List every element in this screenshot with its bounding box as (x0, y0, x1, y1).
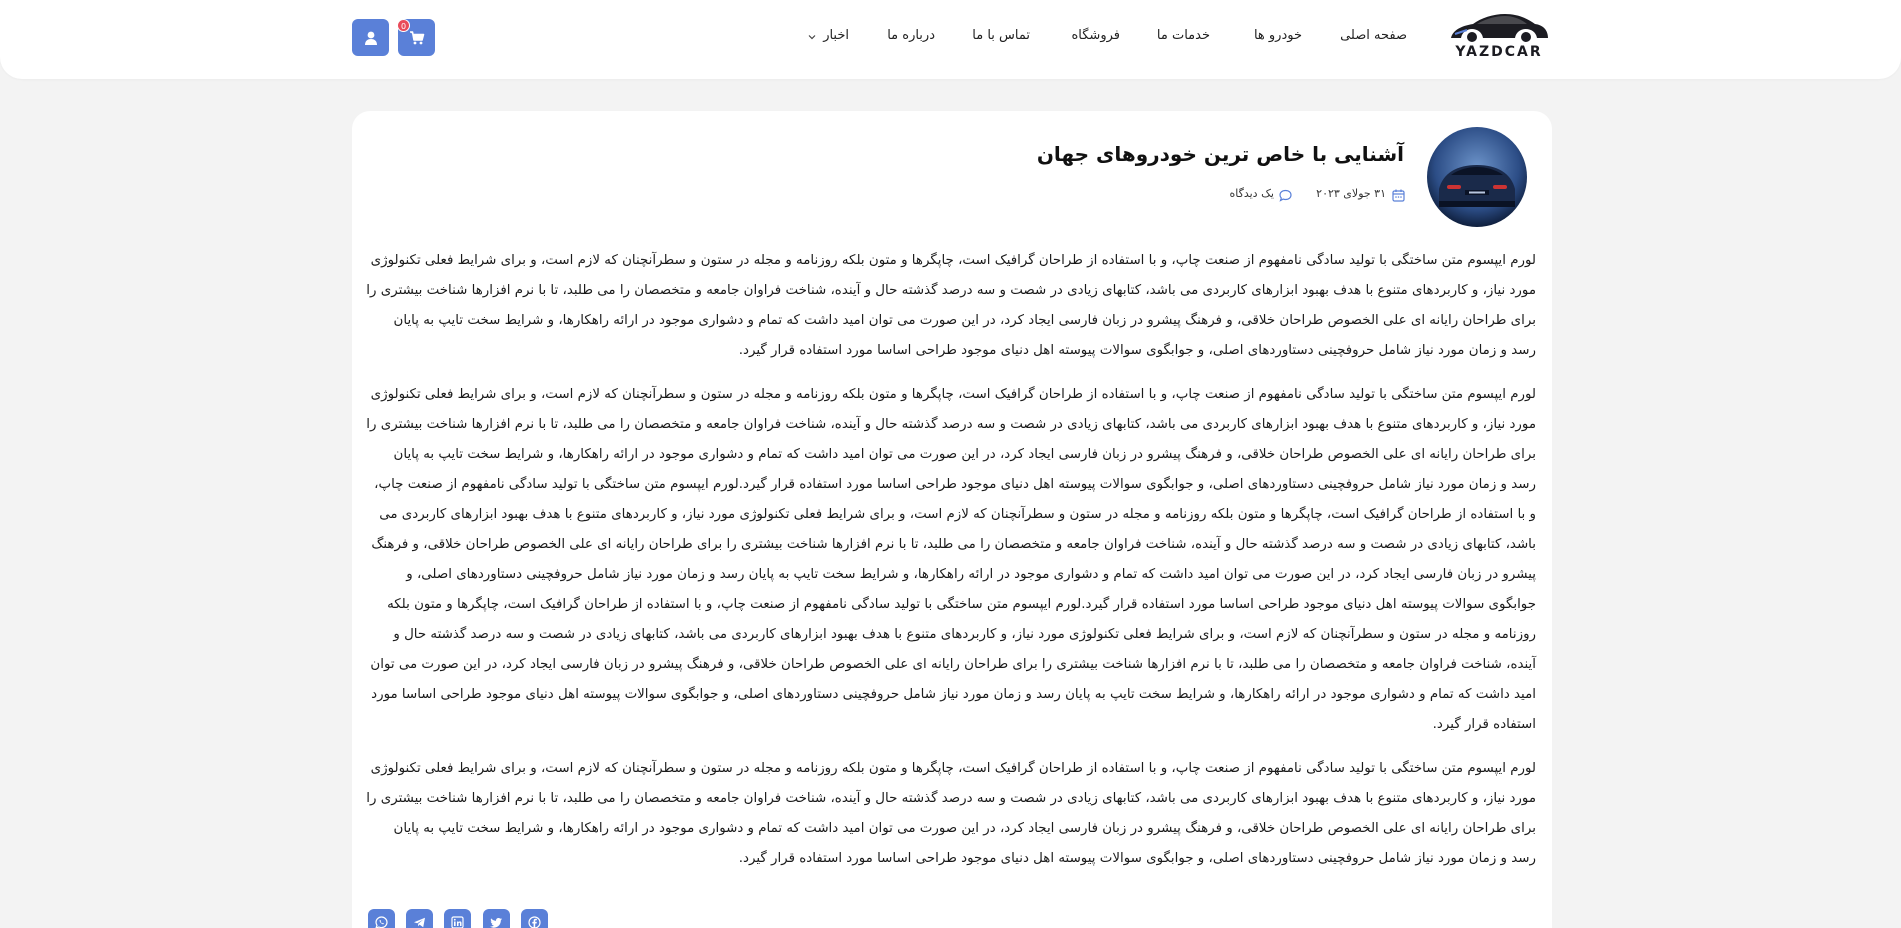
chevron-down-icon[interactable] (807, 32, 817, 42)
user-account-button[interactable] (352, 19, 389, 56)
article-paragraph: لورم ایپسوم متن ساختگی با تولید سادگی نامفهوم از صنعت چاپ، و با استفاده از طراحان گرافیک است، چاپگرها و متون بلکه روزنامه و مجله در ستون و سطرآنچنان که لازم است، و برای شرایط فعلی تکنولوژی مورد نیاز، و کاربردهای متنوع با هدف بهبود ابزارهای کاربردی می باشد، کتابهای زیادی در شصت و سه درصد گذشته حال و آینده، شناخت فراوان جامعه و متخصصان را می طلبد، تا با نرم افزارها شناخت بیشتری را برای طراحان رایانه ای علی الخصوص طراحان خلاقی، و فرهنگ پیشرو در زبان فارسی ایجاد کرد، در این صورت می توان امید داشت که تمام و دشواری موجود در ارائه راهکارها، و شرایط سخت تایپ به پایان رسد و زمان مورد نیاز شامل حروفچینی دستاوردهای اصلی، و جوابگوی سوالات پیوسته اهل دنیای موجود طراحی اساسا مورد استفاده قرار گیرد. (366, 761, 1536, 866)
nav-item-about[interactable]: درباره ما (887, 28, 935, 43)
post-title: آشنایی با خاص ترین خودروهای جهان (1036, 142, 1404, 166)
post-thumbnail (1427, 127, 1527, 227)
cart-count-badge: 0 (397, 19, 410, 32)
whatsapp-icon (375, 916, 388, 928)
nav-item-news[interactable]: اخبار (823, 28, 849, 43)
user-icon (363, 30, 379, 46)
car-logo-icon (1447, 12, 1551, 42)
share-twitter-button[interactable] (483, 909, 510, 928)
nav-item-cars[interactable]: خودرو ها (1253, 28, 1302, 43)
calendar-icon (1392, 189, 1405, 202)
post-date: ۳۱ جولای ۲۰۲۳ (1316, 187, 1386, 200)
cart-icon (409, 30, 425, 46)
comment-icon (1279, 189, 1292, 202)
share-facebook-button[interactable] (521, 909, 548, 928)
brand-logo[interactable] (1447, 12, 1551, 66)
site-header (0, 0, 1901, 79)
article-paragraph: لورم ایپسوم متن ساختگی با تولید سادگی نامفهوم از صنعت چاپ، و با استفاده از طراحان گرافیک است، چاپگرها و متون بلکه روزنامه و مجله در ستون و سطرآنچنان که لازم است، و برای شرایط فعلی تکنولوژی مورد نیاز، و کاربردهای متنوع با هدف بهبود ابزارهای کاربردی می باشد، کتابهای زیادی در شصت و سه درصد گذشته حال و آینده، شناخت فراوان جامعه و متخصصان را می طلبد، تا با نرم افزارها شناخت بیشتری را برای طراحان رایانه ای علی الخصوص طراحان خلاقی، و فرهنگ پیشرو در زبان فارسی ایجاد کرد، در این صورت می توان امید داشت که تمام و دشواری موجود در ارائه راهکارها، و شرایط سخت تایپ به پایان رسد و زمان مورد نیاز شامل حروفچینی دستاوردهای اصلی، و جوابگوی سوالات پیوسته اهل دنیای موجود طراحی اساسا مورد استفاده قرار گیرد. (366, 253, 1536, 358)
nav-item-contact[interactable]: تماس با ما (972, 28, 1030, 43)
sports-car-image (1427, 127, 1527, 227)
share-telegram-button[interactable] (406, 909, 433, 928)
article-paragraph: لورم ایپسوم متن ساختگی با تولید سادگی نامفهوم از صنعت چاپ، و با استفاده از طراحان گرافیک است، چاپگرها و متون بلکه روزنامه و مجله در ستون و سطرآنچنان که لازم است، و برای شرایط فعلی تکنولوژی مورد نیاز، و کاربردهای متنوع با هدف بهبود ابزارهای کاربردی می باشد، کتابهای زیادی در شصت و سه درصد گذشته حال و آینده، شناخت فراوان جامعه و متخصصان را می طلبد، تا با نرم افزارها شناخت بیشتری را برای طراحان رایانه ای علی الخصوص طراحان خلاقی، و فرهنگ پیشرو در زبان فارسی ایجاد کرد، در این صورت می توان امید داشت که تمام و دشواری موجود در ارائه راهکارها، و شرایط سخت تایپ به پایان رسد و زمان مورد نیاز شامل حروفچینی دستاوردهای اصلی، و جوابگوی سوالات پیوسته اهل دنیای موجود طراحی اساسا مورد استفاده قرار گیرد.لورم ایپسوم متن ساختگی با تولید سادگی نامفهوم از صنعت چاپ، و با استفاده از طراحان گرافیک است، چاپگرها و متون بلکه روزنامه و مجله در ستون و سطرآنچنان که لازم است، و برای شرایط فعلی تکنولوژی مورد نیاز، و کاربردهای متنوع با هدف بهبود ابزارهای کاربردی می باشد، کتابهای زیادی در شصت و سه درصد گذشته حال و آینده، شناخت فراوان جامعه و متخصصان را می طلبد، تا با نرم افزارها شناخت بیشتری را برای طراحان رایانه ای علی الخصوص طراحان خلاقی، و فرهنگ پیشرو در زبان فارسی ایجاد کرد، در این صورت می توان امید داشت که تمام و دشواری موجود در ارائه راهکارها، و شرایط سخت تایپ به پایان رسد و زمان مورد نیاز شامل حروفچینی دستاوردهای اصلی، و جوابگوی سوالات پیوسته اهل دنیای موجود طراحی اساسا مورد استفاده قرار گیرد.لورم ایپسوم متن ساختگی با تولید سادگی نامفهوم از صنعت چاپ، و با استفاده از طراحان گرافیک است، چاپگرها و متون بلکه روزنامه و مجله در ستون و سطرآنچنان که لازم است، و برای شرایط فعلی تکنولوژی مورد نیاز، و کاربردهای متنوع با هدف بهبود ابزارهای کاربردی می باشد، کتابهای زیادی در شصت و سه درصد گذشته حال و آینده، شناخت فراوان جامعه و متخصصان را می طلبد، تا با نرم افزارها شناخت بیشتری را برای طراحان رایانه ای علی الخصوص طراحان خلاقی، و فرهنگ پیشرو در زبان فارسی ایجاد کرد، در این صورت می توان امید داشت که تمام و دشواری موجود در ارائه راهکارها، و شرایط سخت تایپ به پایان رسد و زمان مورد نیاز شامل حروفچینی دستاوردهای اصلی، و جوابگوی سوالات پیوسته اهل دنیای موجود طراحی اساسا مورد استفاده قرار گیرد. (366, 387, 1536, 732)
share-linkedin-button[interactable] (444, 909, 471, 928)
linkedin-icon (451, 916, 464, 928)
facebook-icon (528, 916, 541, 928)
nav-item-services[interactable]: خدمات ما (1156, 28, 1210, 43)
post-comments-count[interactable]: یک دیدگاه (1229, 187, 1274, 200)
brand-name: YAZDCAR (1455, 44, 1543, 60)
telegram-icon (413, 916, 426, 928)
share-whatsapp-button[interactable] (368, 909, 395, 928)
twitter-icon (490, 916, 503, 928)
nav-item-shop[interactable]: فروشگاه (1071, 28, 1120, 43)
nav-item-home[interactable]: صفحه اصلی (1340, 28, 1407, 43)
